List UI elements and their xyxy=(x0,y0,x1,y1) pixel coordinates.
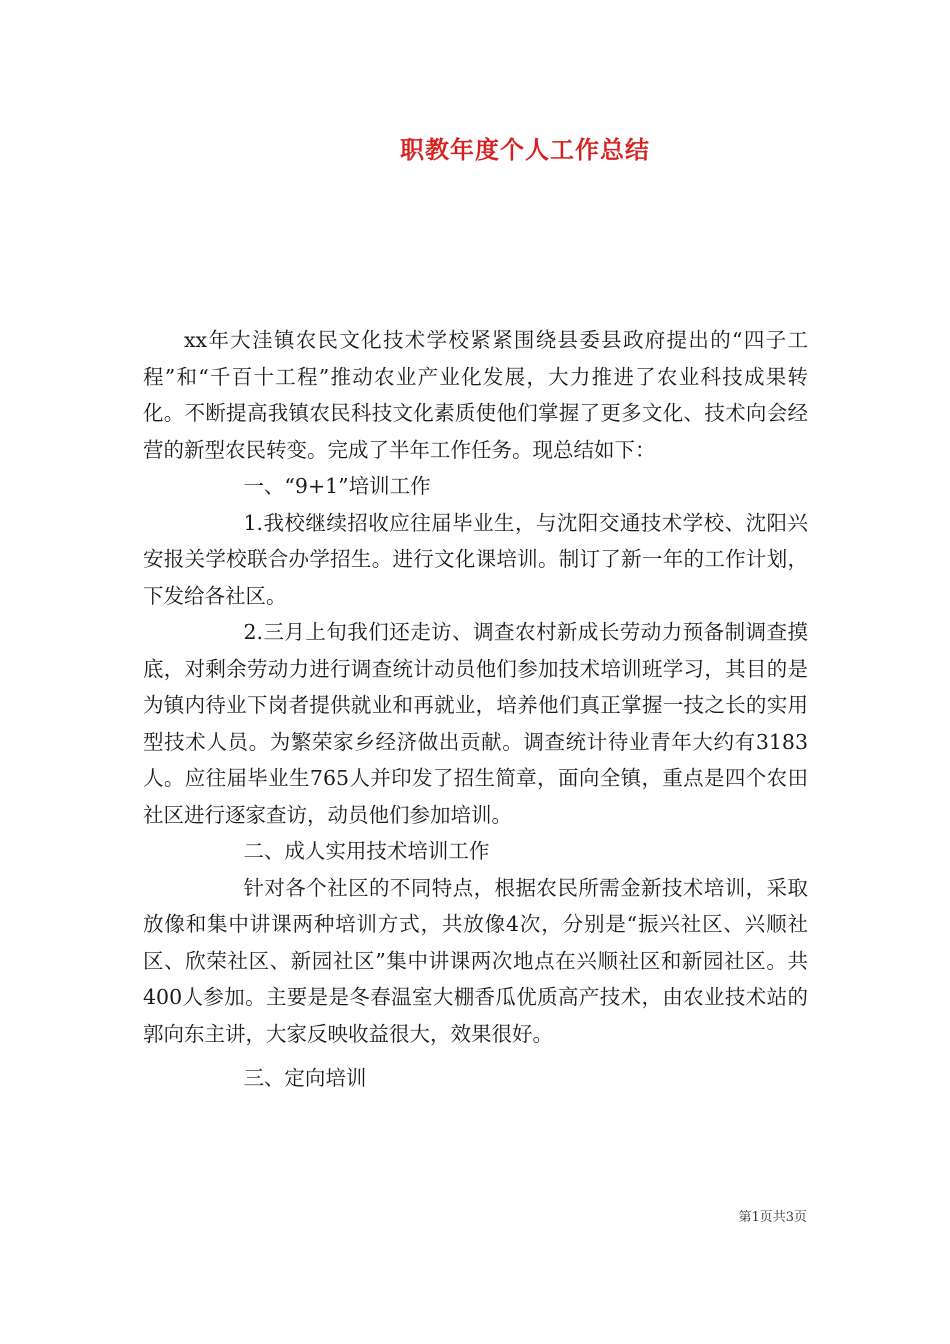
page-indicator: 第1页共3页 xyxy=(738,1210,807,1225)
section1-item-2: 2.三月上旬我们还走访、调查农村新成长劳动力预备制调查摸底，对剩余劳动力进行调查统计动员他们参加技术培训班学习，其目的是为镇内待业下岗者提供就业和再就业，培养他们真正掌握一技之长的实用型技术人员。为繁荣家乡经济做出贡献。调查统计待业青年大约有3183人。应往届毕业生765人并印发了招生简章，面向全镇，重点是四个农田社区进行逐家查访，动员他们参加培训。 xyxy=(143,620,808,827)
document-title: 职教年度个人工作总结 xyxy=(400,135,650,164)
section-heading-2: 二、成人实用技术培训工作 xyxy=(243,839,490,863)
intro-paragraph: xx年大洼镇农民文化技术学校紧紧围绕县委县政府提出的“四子工程”和“千百十工程”推动农业产业化发展，大力推进了农业科技成果转化。不断提高我镇农民科技文化素质使他们掌握了更多文化、技术向会经营的新型农民转变。完成了半年工作任务。现总结如下： xyxy=(143,328,808,462)
section1-item-1: 1.我校继续招收应往届毕业生，与沈阳交通技术学校、沈阳兴安报关学校联合办学招生。进行文化课培训。制订了新一年的工作计划，下发给各社区。 xyxy=(143,510,808,608)
section2-paragraph: 针对各个社区的不同特点，根据农民所需金新技术培训，采取放像和集中讲课两种培训方式，共放像4次，分别是“振兴社区、兴顺社区、欣荣社区、新园社区”集中讲课两次地点在兴顺社区和新园社区。共400人参加。主要是是冬春温室大棚香瓜优质高产技术，由农业技术站的郭向东主讲，大家反映收益很大，效果很好。 xyxy=(143,875,808,1046)
section-heading-1: 一、“9+1”培训工作 xyxy=(243,474,431,498)
document-body xyxy=(143,322,808,1097)
section-heading-3: 三、定向培训 xyxy=(243,1066,367,1090)
